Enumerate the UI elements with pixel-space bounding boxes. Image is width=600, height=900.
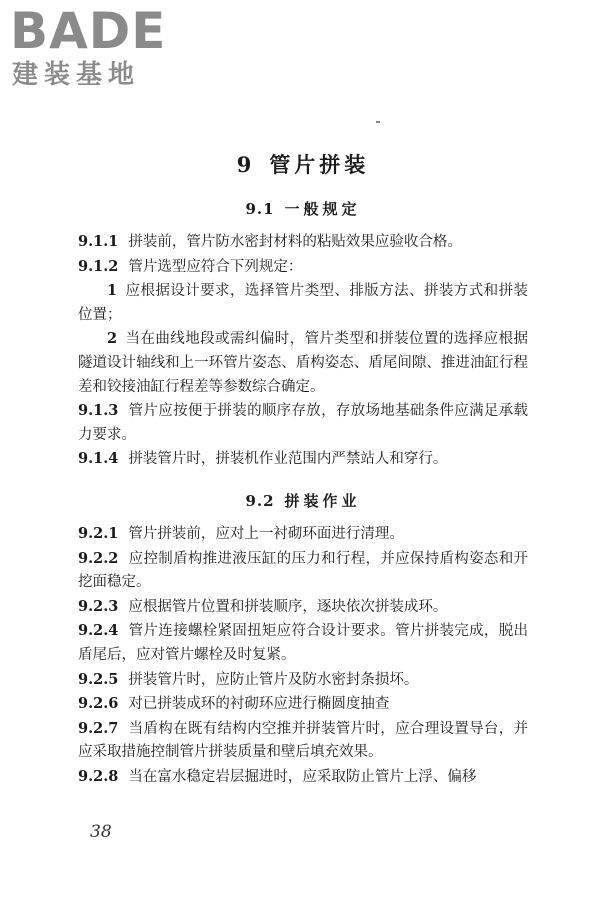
clause-number: 9.2.6	[78, 695, 119, 713]
item-text: 应根据设计要求，选择管片类型、排版方法、拼装方式和拼装位置；	[78, 283, 528, 323]
clause-9-2-6	[78, 692, 528, 717]
clause-9-2-8	[78, 765, 528, 790]
clause-text: 应根据管片位置和拼装顺序，逐块依次拼装成环。	[128, 598, 448, 615]
logo-subtitle: 建装基地	[12, 60, 141, 90]
clause-9-1-2-item-1	[78, 279, 528, 327]
section-title-text: 拼装作业	[284, 491, 361, 510]
clause-number: 9.1.3	[78, 402, 119, 420]
item-number: 2	[107, 330, 118, 348]
section-number: 9.1	[245, 200, 275, 218]
clause-number: 9.2.3	[78, 597, 119, 615]
clause-number: 9.2.8	[78, 767, 119, 785]
scan-speck	[376, 121, 380, 123]
clause-text: 管片选型应符合下列规定：	[128, 258, 303, 275]
clause-text: 对已拼装成环的衬砌环应进行椭圆度抽查	[128, 696, 390, 713]
clause-text: 拼装管片时，应防止管片及防水密封条损坏。	[128, 671, 419, 688]
clause-number: 9.2.5	[78, 670, 119, 688]
clause-9-1-4	[78, 447, 528, 472]
chapter-number: 9	[236, 152, 256, 177]
logo-wordmark: BADE	[10, 2, 167, 60]
clause-9-2-2	[78, 547, 528, 595]
bade-logo	[10, 2, 180, 92]
section-title-9-1	[78, 198, 528, 220]
clause-9-1-1	[78, 230, 528, 255]
clause-text: 当在富水稳定岩层掘进时，应采取防止管片上浮、偏移	[128, 768, 477, 785]
clause-text: 管片连接螺栓紧固扭矩应符合设计要求。管片拼装完成，脱出盾尾后，应对管片螺栓及时复紧。	[78, 623, 528, 663]
clause-9-1-2-item-2	[78, 327, 528, 399]
clause-number: 9.1.4	[78, 450, 119, 468]
section-title-9-2	[78, 490, 528, 512]
chapter-title	[78, 150, 528, 180]
clause-number: 9.1.2	[78, 257, 119, 275]
clause-text: 拼装前，管片防水密封材料的粘贴效果应验收合格。	[128, 234, 462, 250]
clause-text: 管片拼装前，应对上一衬砌环面进行清理。	[128, 525, 404, 542]
chapter-title-text: 管片拼装	[269, 152, 370, 177]
clause-9-1-2	[78, 255, 528, 280]
section-title-text: 一般规定	[284, 200, 361, 218]
item-text: 当在曲线地段或需纠偏时，管片类型和拼装位置的选择应根据隧道设计轴线和上一环管片姿态、盾构姿态、盾尾间隙、推进油缸行程差和铰接油缸行程差等参数综合确定。	[78, 331, 528, 395]
clause-number: 9.2.2	[78, 549, 119, 567]
clause-9-2-4	[78, 619, 528, 667]
clause-number: 9.1.1	[78, 233, 119, 250]
clause-number: 9.2.7	[78, 719, 119, 737]
clause-text: 应控制盾构推进液压缸的压力和行程，并应保持盾构姿态和开挖面稳定。	[78, 550, 528, 591]
page-number: 38	[90, 822, 112, 842]
clause-9-2-3	[78, 595, 528, 620]
clause-number: 9.2.1	[78, 524, 119, 542]
clause-9-2-1	[78, 522, 528, 547]
clause-9-2-5	[78, 668, 528, 693]
item-number: 1	[107, 282, 118, 300]
section-number: 9.2	[245, 491, 275, 510]
clause-9-2-7	[78, 717, 528, 765]
clause-9-1-3	[78, 399, 528, 447]
clause-text: 当盾构在既有结构内空推并拼装管片时，应合理设置导台，并应采取措施控制管片拼装质量和壁后填充效果。	[78, 720, 528, 761]
clause-text: 管片应按便于拼装的顺序存放，存放场地基础条件应满足承载力要求。	[78, 403, 528, 443]
document-page	[78, 150, 528, 789]
clause-number: 9.2.4	[78, 622, 119, 640]
clause-text: 拼装管片时，拼装机作业范围内严禁站人和穿行。	[128, 451, 448, 468]
